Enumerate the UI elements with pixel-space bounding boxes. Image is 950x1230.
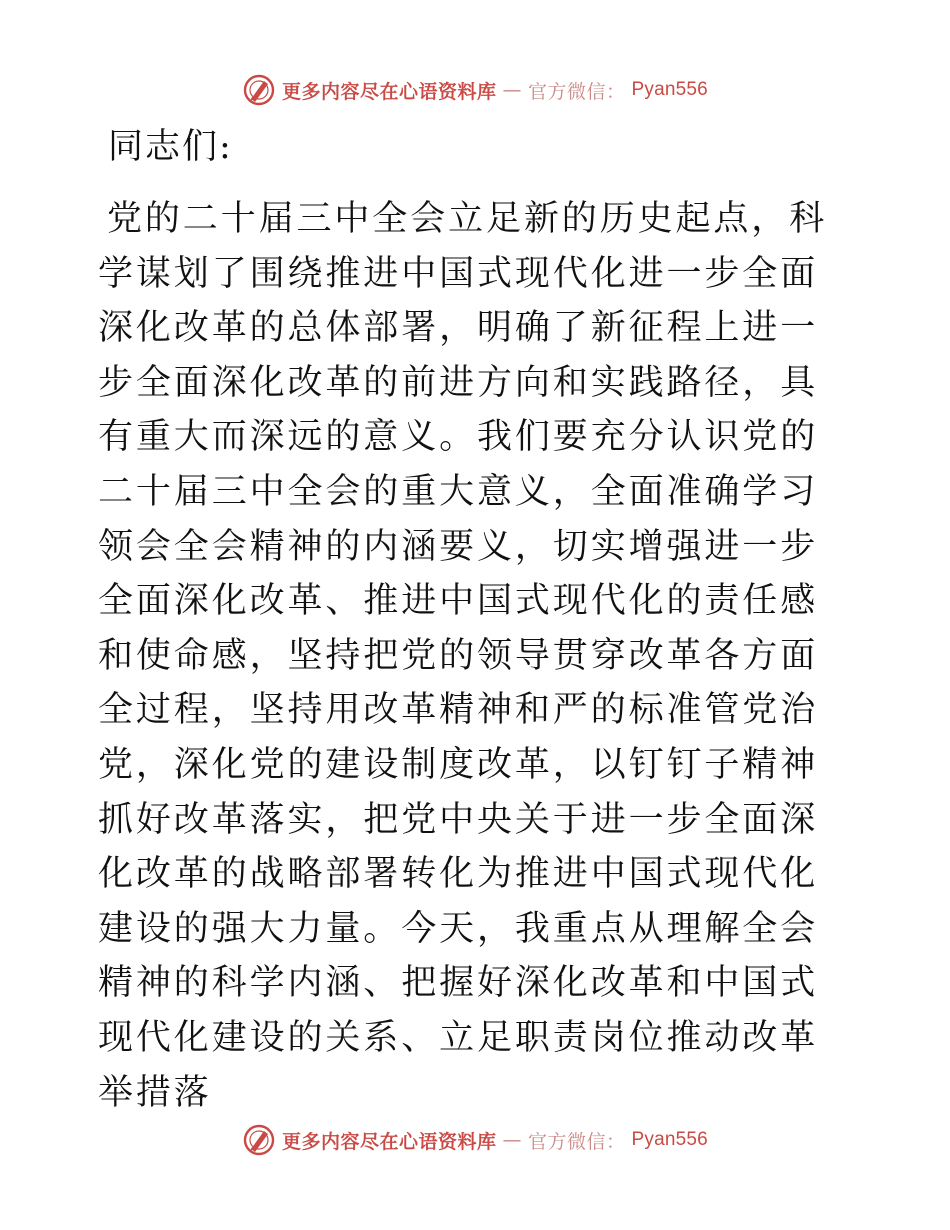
watermark-account-label: 官方微信：: [528, 1130, 626, 1153]
pen-nib-logo-icon: [242, 73, 276, 107]
footer-watermark: [0, 1120, 950, 1160]
watermark-title: 更多内容尽在心语资料库: [282, 80, 497, 103]
watermark-title: 更多内容尽在心语资料库: [282, 1130, 497, 1153]
greeting-line: 同志们:: [108, 127, 233, 167]
watermark-separator: —: [502, 1129, 523, 1151]
pen-nib-logo-icon: [242, 1123, 276, 1157]
watermark-account-id: Pyan556: [631, 79, 708, 100]
body-paragraph: 党的二十届三中全会立足新的历史起点，科学谋划了围绕推进中国式现代化进一步全面深化改革的总体部署，明确了新征程上进一步全面深化改革的前进方向和实践路径，具有重大而深远的意义。我们要充分认识党的二十届三中全会的重大意义，全面准确学习领会全会精神的内涵要义，切实增强进一步全面深化改革、推进中国式现代化的责任感和使命感，坚持把党的领导贯穿改革各方面全过程，坚持用改革精神和严的标准管党治党，深化党的建设制度改革，以钉钉子精神抓好改革落实，把党中央关于进一步全面深化改革的战略部署转化为推进中国式现代化建设的强大力量。今天，我重点从理解全会精神的科学内涵、把握好深化改革和中国式现代化建设的关系、立足职责岗位推动改革举措落: [98, 199, 828, 1113]
header-watermark: [0, 70, 950, 110]
watermark-account-label: 官方微信：: [528, 80, 626, 103]
watermark-account-id: Pyan556: [631, 1129, 708, 1150]
watermark-separator: —: [502, 79, 523, 101]
